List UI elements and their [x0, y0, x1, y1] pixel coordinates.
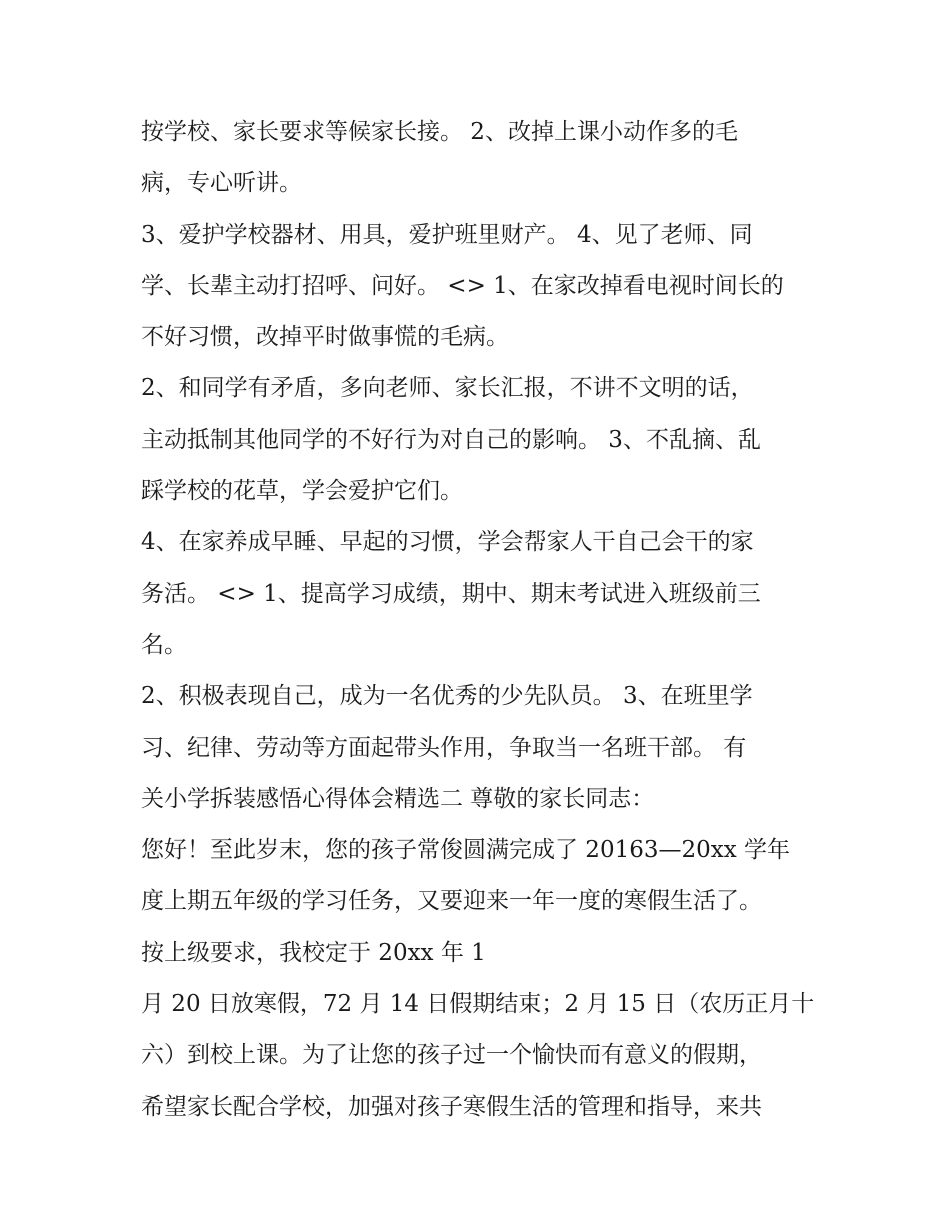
text-line: 按学校、家长要求等候家长接。 2、改掉上课小动作多的毛 — [141, 119, 738, 145]
text-line: 习、纪律、劳动等方面起带头作用，争取当一名班干部。 有 — [141, 734, 747, 761]
text-line: 踩学校的花草，学会爱护它们。 — [141, 478, 463, 505]
text-line: 度上期五年级的学习任务，又要迎来一年一度的寒假生活了。 — [141, 888, 762, 915]
text-line: 不好习惯，改掉平时做事慌的毛病。 — [141, 324, 509, 351]
text-line: 六）到校上课。为了让您的孩子过一个愉快而有意义的假期， — [141, 1042, 762, 1069]
document-body — [141, 107, 821, 1133]
text-line: 关小学拆装感悟心得体会精选二 尊敬的家长同志： — [141, 785, 655, 812]
text-line: 学、长辈主动打招呼、问好。 <> 1、在家改掉看电视时间长的 — [141, 272, 784, 299]
text-line: 4、在家养成早睡、早起的习惯，学会帮家人干自己会干的家 — [141, 529, 754, 556]
text-line: 病，专心听讲。 — [141, 170, 302, 197]
text-line: 您好！至此岁末，您的孩子常俊圆满完成了 20163—20xx 学年 — [141, 837, 790, 864]
text-line: 3、爱护学校器材、用具，爱护班里财产。 4、见了老师、同 — [141, 221, 753, 248]
text-line: 2、和同学有矛盾，多向老师、家长汇报，不讲不文明的话， — [141, 375, 754, 402]
text-line: 月 20 日放寒假，72 月 14 日假期结束；2 月 15 日（农历正月十 — [141, 991, 815, 1018]
text-line: 主动抵制其他同学的不好行为对自己的影响。 3、不乱摘、乱 — [141, 426, 761, 453]
text-line: 2、积极表现自己，成为一名优秀的少先队员。 3、在班里学 — [141, 683, 753, 710]
text-line: 希望家长配合学校，加强对孩子寒假生活的管理和指导，来共 — [141, 1093, 762, 1120]
text-line: 按上级要求，我校定于 20xx 年 1 — [141, 939, 486, 966]
text-line: 务活。 <> 1、提高学习成绩，期中、期末考试进入班级前三 — [141, 580, 761, 607]
text-line: 名。 — [141, 631, 187, 658]
